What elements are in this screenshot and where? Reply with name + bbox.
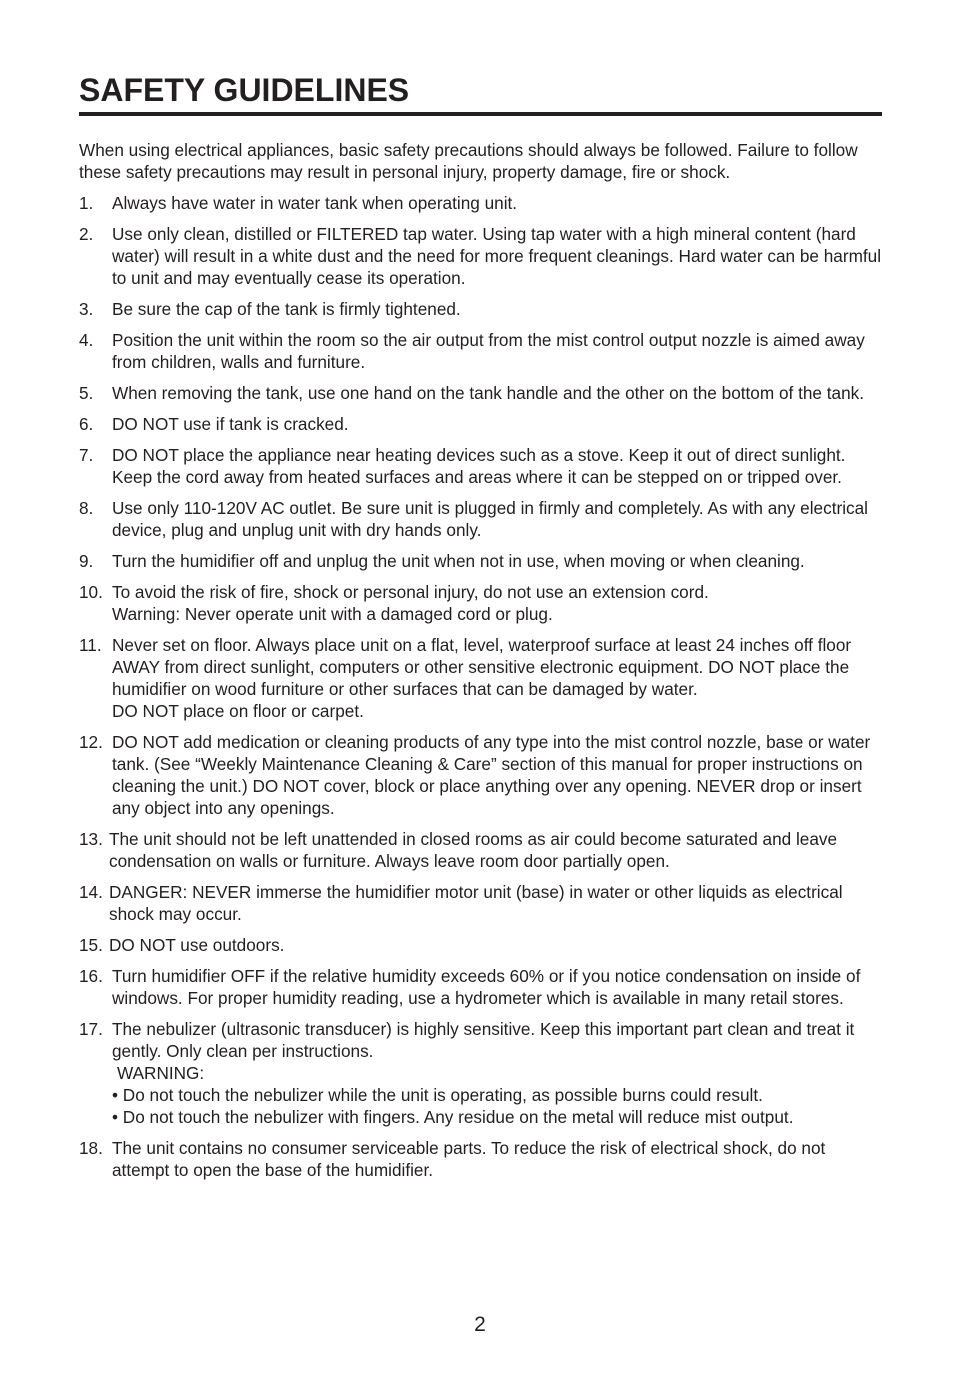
guidelines-list <box>79 192 882 1181</box>
item-text: DO NOT place the appliance near heating devices such as a stove. Keep it out of direct sunlight. Keep the cord away from heated surfaces and areas where it can be stepped on or tripped over. <box>112 445 846 487</box>
item-number: 5. <box>79 383 94 403</box>
list-item <box>79 413 882 435</box>
list-item <box>79 192 882 214</box>
item-text: Never set on floor. Always place unit on a flat, level, waterproof surface at least 24 inches off floor AWAY from direct sunlight, computers or other sensitive electronic equipment. DO NOT place the humidifier on wood furniture or other surfaces that can be damaged by water. <box>112 635 852 699</box>
item-text: DO NOT place on floor or carpet. <box>112 701 364 721</box>
item-number: 11. <box>79 635 102 655</box>
item-number: 1. <box>79 193 94 213</box>
item-number: 10. <box>79 582 103 602</box>
item-text: Turn the humidifier off and unplug the unit when not in use, when moving or when cleaning. <box>112 551 805 571</box>
item-text: Always have water in water tank when operating unit. <box>112 193 518 213</box>
page-title: SAFETY GUIDELINES <box>79 72 410 108</box>
list-item <box>79 298 882 320</box>
item-text: DO NOT use if tank is cracked. <box>112 414 349 434</box>
list-item <box>79 223 882 289</box>
item-text: DO NOT add medication or cleaning products of any type into the mist control nozzle, base or water tank. (See “Weekly Maintenance Cleaning & Care” section of this manual for proper instructions on cleaning the unit.) DO NOT cover, block or place anything over any opening. NEVER drop or insert any object into any openings. <box>112 732 871 818</box>
item-text: The nebulizer (ultrasonic transducer) is highly sensitive. Keep this important part clean and treat it gently. Only clean per instructions. <box>112 1019 855 1061</box>
item-warning-text: Warning: Never operate unit with a damaged cord or plug. <box>112 604 553 624</box>
item-text: Turn humidifier OFF if the relative humidity exceeds 60% or if you notice condensation on inside of windows. For proper humidity reading, use a hydrometer which is available in many retail stores. <box>112 966 861 1008</box>
item-number: 14. <box>79 882 103 902</box>
document-page <box>79 70 882 1190</box>
item-text: When removing the tank, use one hand on the tank handle and the other on the bottom of the tank. <box>112 383 864 403</box>
list-item <box>79 444 882 488</box>
list-item <box>79 934 882 956</box>
list-item <box>79 965 882 1009</box>
list-item <box>79 550 882 572</box>
item-number: 17. <box>79 1019 103 1039</box>
item-number: 7. <box>79 445 94 465</box>
item-number: 18. <box>79 1138 103 1158</box>
item-text: To avoid the risk of fire, shock or personal injury, do not use an extension cord. <box>112 582 709 602</box>
warning-bullet: • Do not touch the nebulizer with fingers. Any residue on the metal will reduce mist output. <box>112 1107 794 1127</box>
list-item <box>79 329 882 373</box>
item-number: 6. <box>79 414 94 434</box>
warning-bullet: • Do not touch the nebulizer while the unit is operating, as possible burns could result. <box>112 1085 763 1105</box>
item-text: DO NOT use outdoors. <box>109 935 285 955</box>
item-text: Be sure the cap of the tank is firmly tightened. <box>112 299 461 319</box>
warning-label: WARNING: <box>117 1063 205 1083</box>
intro-paragraph: When using electrical appliances, basic safety precautions should always be followed. Failure to follow these safety precautions may result in personal injury, property damage, fire or shock. <box>79 140 858 182</box>
item-number: 9. <box>79 551 94 571</box>
item-text: Use only clean, distilled or FILTERED tap water. Using tap water with a high mineral content (hard water) will result in a white dust and the need for more frequent cleanings. Hard water can be harmful to unit and may eventually cease its operation. <box>112 224 882 288</box>
item-number: 13. <box>79 829 103 849</box>
item-text: The unit contains no consumer serviceable parts. To reduce the risk of electrical shock, do not attempt to open the base of the humidifier. <box>112 1138 826 1180</box>
list-item <box>79 497 882 541</box>
item-number: 16. <box>79 966 103 986</box>
item-text: DANGER: NEVER immerse the humidifier motor unit (base) in water or other liquids as electrical shock may occur. <box>109 882 843 924</box>
title-underline <box>79 112 882 116</box>
list-item <box>79 731 882 819</box>
list-item <box>79 581 882 625</box>
list-item <box>79 881 882 925</box>
list-item <box>79 634 882 722</box>
list-item <box>79 382 882 404</box>
item-number: 2. <box>79 224 94 244</box>
item-number: 8. <box>79 498 94 518</box>
item-text: The unit should not be left unattended in closed rooms as air could become saturated and leave condensation on walls or furniture. Always leave room door partially open. <box>109 829 838 871</box>
list-item <box>79 1137 882 1181</box>
list-item <box>79 828 882 872</box>
item-number: 15. <box>79 935 103 955</box>
item-text: Position the unit within the room so the air output from the mist control output nozzle is aimed away from children, walls and furniture. <box>112 330 865 372</box>
item-text: Use only 110-120V AC outlet. Be sure unit is plugged in firmly and completely. As with any electrical device, plug and unplug unit with dry hands only. <box>112 498 868 540</box>
item-number: 12. <box>79 732 103 752</box>
list-item <box>79 1018 882 1128</box>
item-number: 3. <box>79 299 94 319</box>
item-number: 4. <box>79 330 94 350</box>
page-number: 2 <box>474 1313 486 1336</box>
